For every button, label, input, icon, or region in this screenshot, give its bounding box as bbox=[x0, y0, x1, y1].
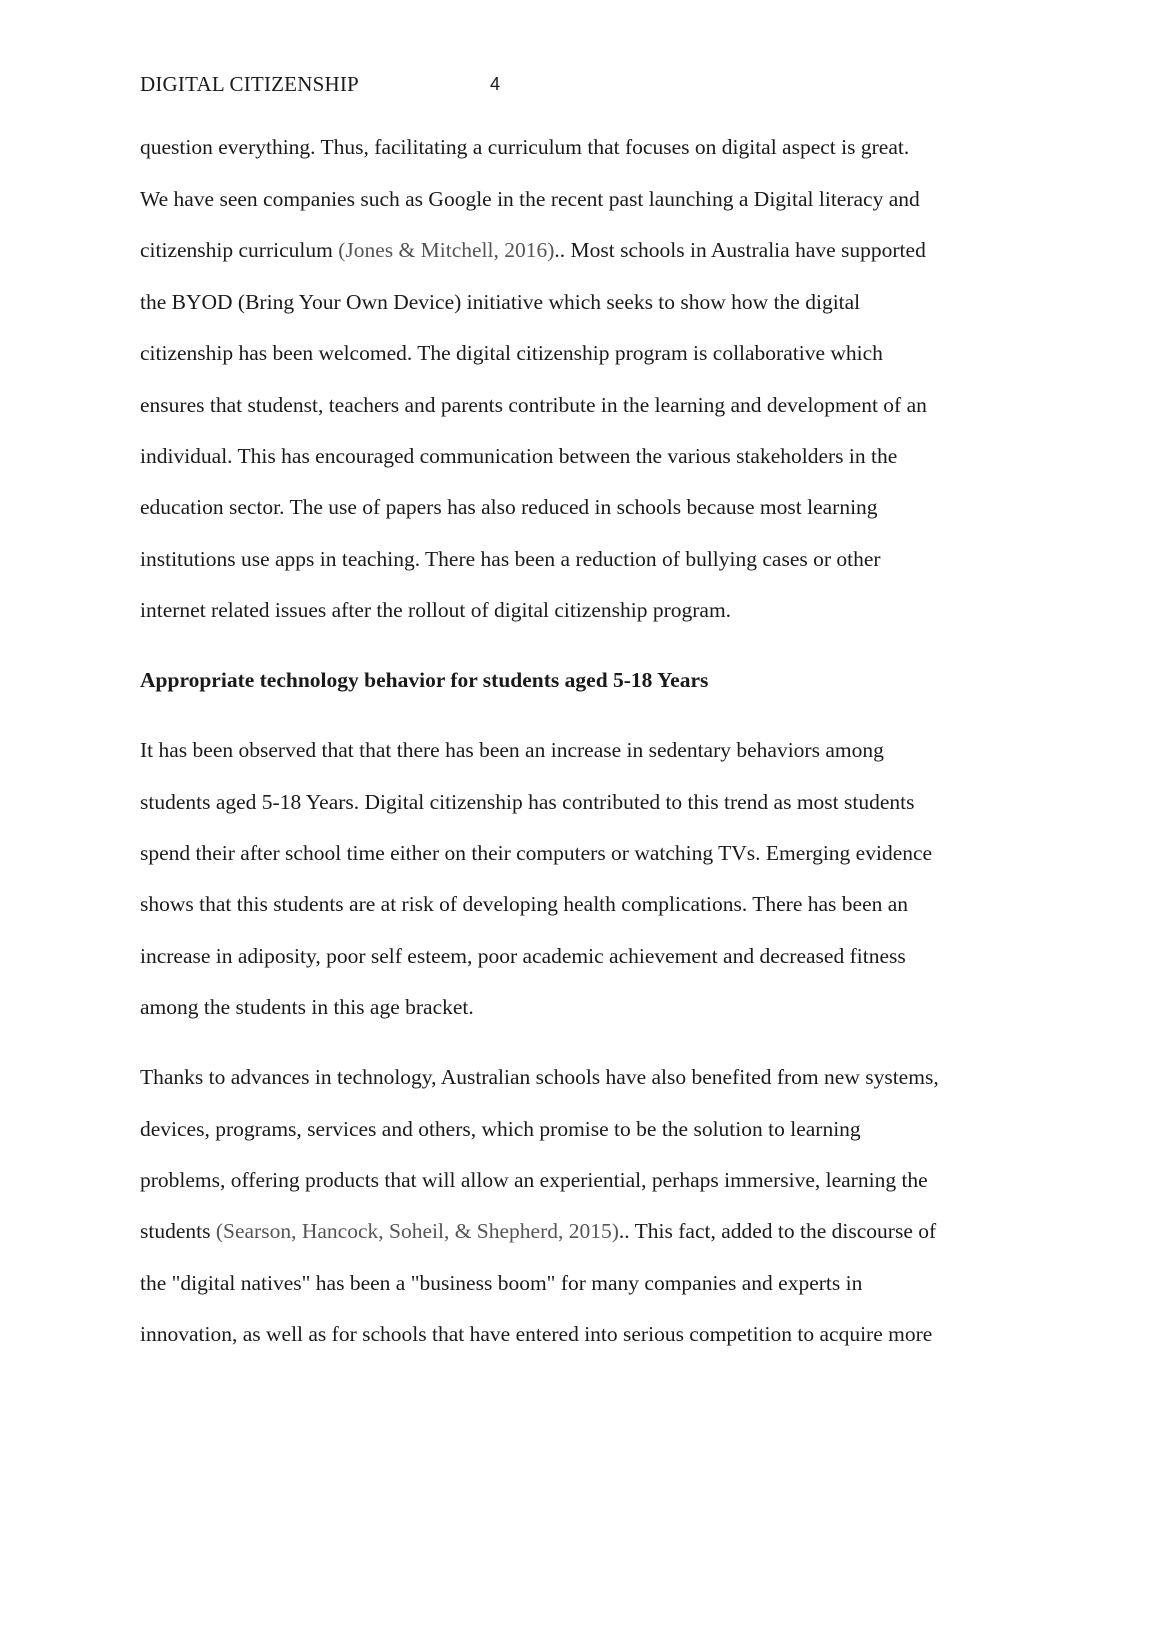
text-segment: .. Most schools in Australia have supported bbox=[554, 238, 926, 262]
text-line: Thanks to advances in technology, Australian schools have also benefited from new systems, bbox=[140, 1065, 939, 1089]
text-line: the "digital natives" has been a "business boom" for many companies and experts in bbox=[140, 1271, 863, 1295]
text-line bbox=[140, 1217, 936, 1245]
text-line: question everything. Thus, facilitating a curriculum that focuses on digital aspect is great. bbox=[140, 135, 910, 159]
section-heading: Appropriate technology behavior for students aged 5-18 Years bbox=[140, 668, 709, 692]
text-line: devices, programs, services and others, which promise to be the solution to learning bbox=[140, 1117, 861, 1141]
text-segment: students bbox=[140, 1219, 216, 1243]
text-line: institutions use apps in teaching. There has been a reduction of bullying cases or other bbox=[140, 547, 881, 571]
text-line: shows that this students are at risk of developing health complications. There has been an bbox=[140, 892, 909, 916]
text-line: innovation, as well as for schools that have entered into serious competition to acquire more bbox=[140, 1322, 933, 1346]
text-line: ensures that studenst, teachers and parents contribute in the learning and development of an bbox=[140, 393, 927, 417]
text-line: increase in adiposity, poor self esteem, poor academic achievement and decreased fitness bbox=[140, 944, 906, 968]
text-line: problems, offering products that will allow an experiential, perhaps immersive, learning the bbox=[140, 1168, 928, 1192]
text-line: among the students in this age bracket. bbox=[140, 995, 474, 1019]
text-line: citizenship has been welcomed. The digital citizenship program is collaborative which bbox=[140, 341, 883, 365]
running-head: DIGITAL CITIZENSHIP bbox=[140, 72, 359, 96]
citation: (Searson, Hancock, Soheil, & Shepherd, 2015) bbox=[215, 1219, 619, 1243]
text-line: individual. This has encouraged communication between the various stakeholders in the bbox=[140, 444, 898, 468]
text-line: education sector. The use of papers has also reduced in schools because most learning bbox=[140, 495, 878, 519]
text-segment: citizenship curriculum bbox=[140, 238, 339, 262]
text-segment: .. This fact, added to the discourse of bbox=[618, 1219, 937, 1243]
text-line bbox=[140, 236, 926, 264]
text-line: the BYOD (Bring Your Own Device) initiative which seeks to show how the digital bbox=[140, 290, 861, 314]
text-line: spend their after school time either on their computers or watching TVs. Emerging evidence bbox=[140, 841, 933, 865]
page-header bbox=[140, 70, 501, 98]
text-line: students aged 5-18 Years. Digital citizenship has contributed to this trend as most students bbox=[140, 790, 915, 814]
page-number: 4 bbox=[490, 74, 501, 94]
citation: (Jones & Mitchell, 2016) bbox=[338, 238, 555, 262]
text-line: We have seen companies such as Google in the recent past launching a Digital literacy and bbox=[140, 187, 920, 211]
text-line: It has been observed that that there has been an increase in sedentary behaviors among bbox=[140, 738, 884, 762]
text-line: internet related issues after the rollout of digital citizenship program. bbox=[140, 598, 732, 622]
